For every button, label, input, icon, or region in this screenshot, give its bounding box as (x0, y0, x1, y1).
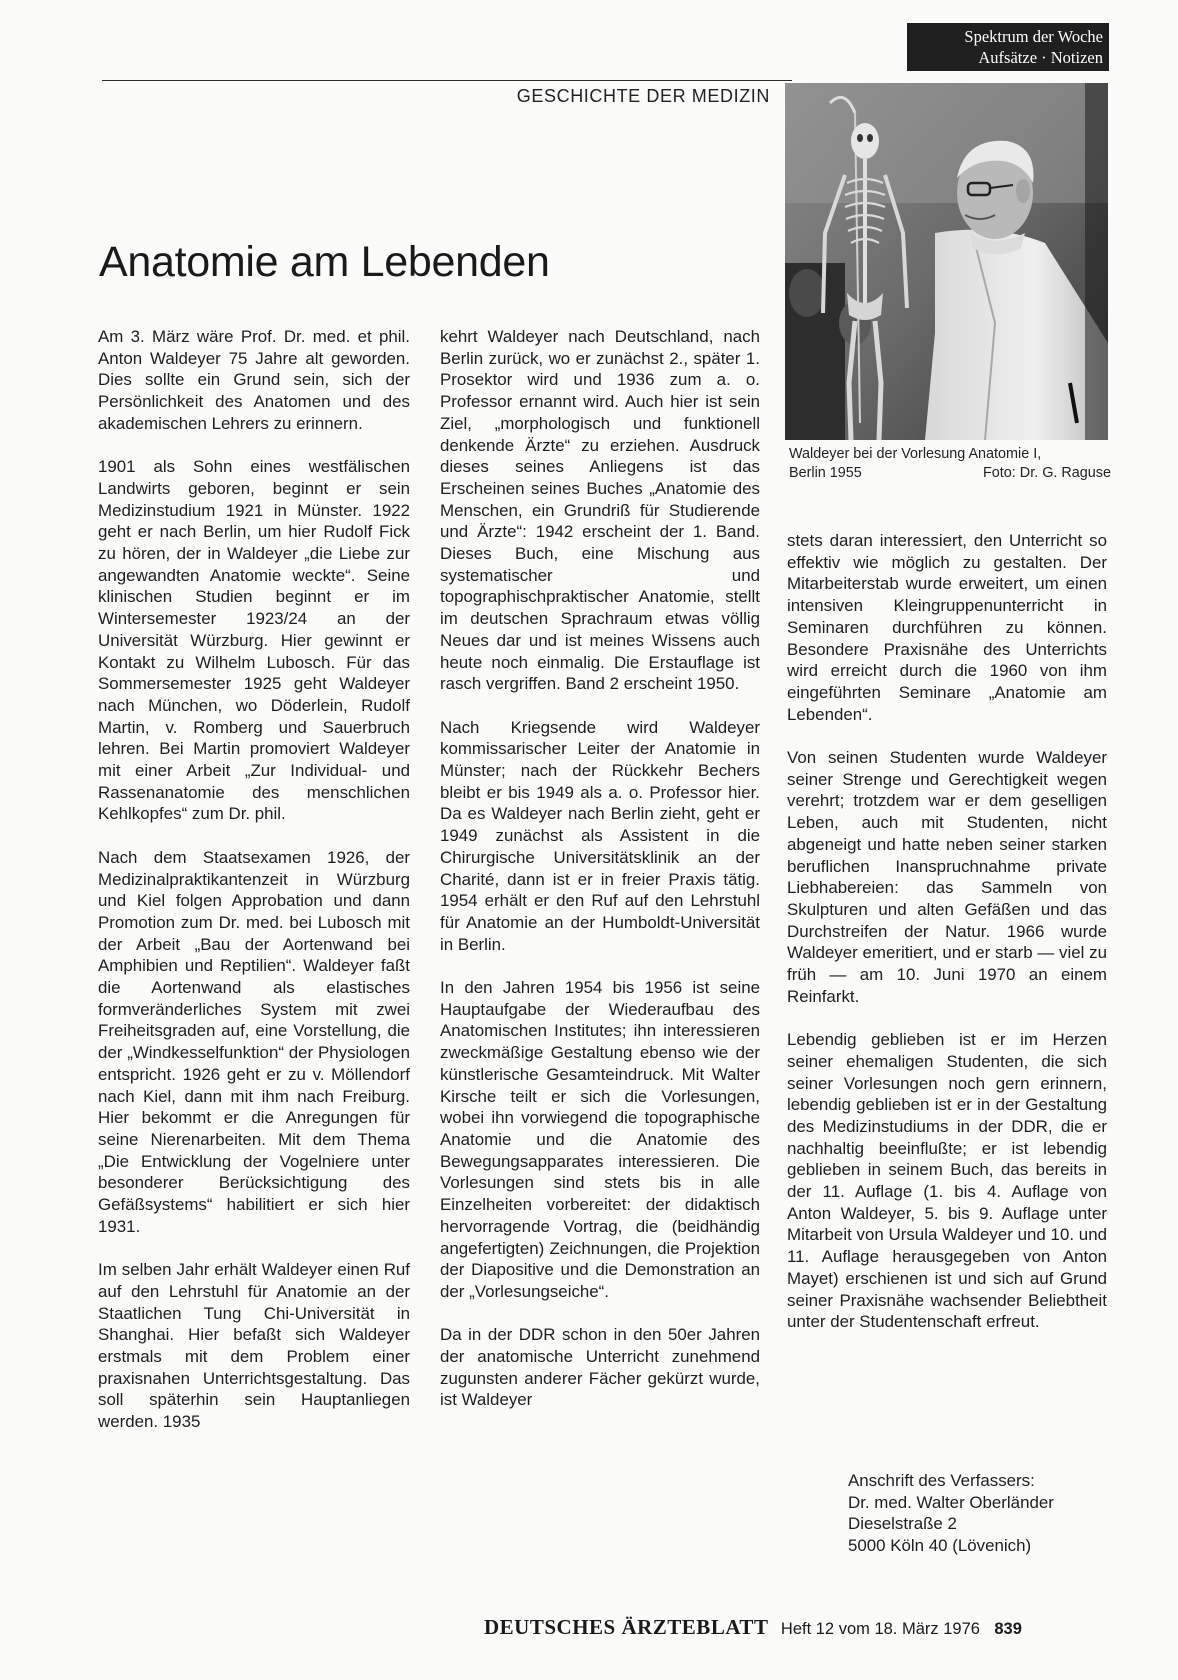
issue-info: Heft 12 vom 18. März 1976 (780, 1620, 980, 1638)
page-number: 839 (994, 1620, 1022, 1638)
paragraph: Von seinen Studenten wurde Waldeyer seiner Strenge und Gerechtigkeit wegen verehrt; trotzdem war er dem geselligen Leben, auch mit Studenten, nicht abgeneigt und hatte neben seiner starken beruflichen Inanspruchnahme private Liebhabereien: das Sammeln von Skulpturen und alten Gefäßen und das Durchstreifen der Natur. 1966 wurde Waldeyer emeritiert, und er starb — viel zu früh — am 10. Juni 1970 an einem Reinfarkt. (787, 748, 1107, 1006)
address-city: 5000 Köln 40 (Lövenich) (848, 1536, 1032, 1556)
column-3 (787, 530, 1107, 1333)
photo-caption (789, 445, 1111, 483)
caption-credit: Foto: Dr. G. Raguse (983, 465, 1111, 481)
caption-line-2 (789, 464, 1111, 483)
column-1 (98, 326, 410, 1433)
paragraph: Nach dem Staatsexamen 1926, der Medizinalpraktikantenzeit in Würzburg und Kiel folgen Approbation und dann Promotion zum Dr. med. bei Lubosch mit der Arbeit „Bau der Aortenwand bei Amphibien und Reptilien“. Waldeyer faßt die Aortenwand als elastisches formveränderliches System mit zwei Freiheitsgraden auf, eine Vorstellung, die der „Windkesselfunktion“ der Physiologen entspricht. 1926 geht er zu v. Möllendorf nach Kiel, dann mit ihm nach Freiburg. Hier bekommt er die Anregungen für seine Nierenarbeiten. Mit dem Thema „Die Entwicklung der Vogelniere unter besonderer Berücksichtigung des Gefäßsystems“ habilitiert er sich hier 1931. (98, 847, 410, 1236)
paragraph: 1901 als Sohn eines westfälischen Landwirts geboren, beginnt er sein Medizinstudium 1921 in Münster. 1922 geht er nach Berlin, um hier Rudolf Fick zu hören, der in Waldeyer „die Liebe zur angewandten Anatomie weckte“. Seine klinischen Studien beginnt er im Wintersemester 1923/24 an der Universität Würzburg. Hier gewinnt er Kontakt zu Wilhelm Lubosch. Für das Sommersemester 1925 geht Waldeyer nach München, wo Döderlein, Rudolf Martin, v. Romberg und Sauerbruch lehren. Bei Martin promoviert Waldeyer mit einer Arbeit „Zur Individual- und Rassenanatomie des menschlichen Kehlkopfes“ zum Dr. phil. (98, 457, 410, 824)
paragraph: stets daran interessiert, den Unterricht so effektiv wie möglich zu gestalten. Der Mitarbeiterstab wurde erweitert, um einen intensiven Kleingruppenunterricht in Seminaren durchführen zu können. Besondere Praxisnähe des Unterrichts wird erreicht durch die 1960 von ihm eingeführten Seminare „Anatomie am Lebenden“. (787, 531, 1107, 724)
header-rule (102, 80, 792, 81)
paragraph: Nach Kriegsende wird Waldeyer kommissarischer Leiter der Anatomie in Münster; nach der Rückkehr Bechers bleibt er bis 1949 als a. o. Professor hier. Da es Waldeyer nach Berlin zieht, geht er 1949 zunächst als Assistent in die Chirurgische Universitätsklinik an der Charité, dann ist er in freier Praxis tätig. 1954 erhält er den Ruf auf den Lehrstuhl für Anatomie an der Humboldt-Universität in Berlin. (440, 717, 760, 954)
paragraph: Am 3. März wäre Prof. Dr. med. et phil. Anton Waldeyer 75 Jahre alt geworden. Dies sollte ein Grund sein, sich der Persönlichkeit des Anatomen und des akademischen Lehrers zu erinnern. (98, 327, 410, 433)
paragraph: Im selben Jahr erhält Waldeyer einen Ruf auf den Lehrstuhl für Anatomie an der Staatlichen Tung Chi-Universität in Shanghai. Hier befaßt sich Waldeyer erstmals mit dem Problem einer praxisnahen Unterrichtsgestaltung. Das soll späterhin sein Hauptanliegen werden. 1935 (98, 1260, 410, 1432)
address-heading: Anschrift des Verfassers: (848, 1471, 1035, 1490)
address-street: Dieselstraße 2 (848, 1514, 957, 1534)
column-2 (440, 326, 760, 1411)
journal-name: DEUTSCHES ÄRZTEBLATT (484, 1615, 769, 1639)
section-label: GESCHICHTE DER MEDIZIN (516, 86, 770, 106)
page-footer (484, 1615, 1022, 1640)
paragraph: Da in der DDR schon in den 50er Jahren der anatomische Unterricht zunehmend zugunsten anderer Fächer gekürzt wurde, ist Waldeyer (440, 1325, 760, 1410)
address-name: Dr. med. Walter Oberländer (848, 1492, 1054, 1512)
caption-place: Berlin 1955 (789, 465, 862, 481)
badge-line-1: Spektrum der Woche (964, 27, 1103, 46)
article-title: Anatomie am Lebenden (99, 238, 550, 286)
section-badge (907, 23, 1109, 71)
badge-line-2: Aufsätze · Notizen (978, 48, 1103, 67)
lecture-photo (785, 83, 1108, 440)
paragraph: kehrt Waldeyer nach Deutschland, nach Berlin zurück, wo er zunächst 2., später 1. Prosektor wird und 1936 zum a. o. Professor ernannt wird. Auch hier ist sein Ziel, „morphologisch und funktionell denkende Ärzte“ zu erziehen. Ausdruck dieses seines Anliegens ist das Erscheinen seines Buches „Anatomie des Menschen, ein Grundriß für Studierende und Ärzte“: 1942 erscheint der 1. Band. Dieses Buch, eine Mischung aus systematischer und topographischpraktischer Anatomie, stellt im deutschen Sprachraum etwas völlig Neues dar und ist meines Wissens auch heute noch einmalig. Die Erstauflage ist rasch vergriffen. Band 2 erscheint 1950. (440, 327, 760, 694)
paragraph: In den Jahren 1954 bis 1956 ist seine Hauptaufgabe der Wiederaufbau des Anatomischen Institutes; ihn interessieren zweckmäßige Gestaltung ebenso wie der künstlerische Gesamteindruck. Mit Walter Kirsche teilt er sich die Vorlesungen, wobei ihn vorwiegend die topographische Anatomie und die Anatomie des Bewegungsapparates interessieren. Die Vorlesungen sind stets bis in alle Einzelheiten vorbereitet: der didaktisch hervorragende Vortrag, die (beidhändig angefertigten) Zeichnungen, die Projektion der Diapositive und die Demonstration an der „Vorlesungseiche“. (440, 978, 760, 1301)
author-address (848, 1470, 1108, 1557)
paragraph: Lebendig geblieben ist er im Herzen seiner ehemaligen Studenten, die sich seiner Vorlesungen noch gern erinnern, lebendig geblieben ist er in der Gestaltung des Medizinstudiums in der DDR, die er nachhaltig beeinflußte; er ist lebendig geblieben in seinem Buch, das bereits in der 11. Auflage (1. bis 4. Auflage von Anton Waldeyer, 5. bis 9. Auflage unter Mitarbeit von Ursula Waldeyer und 10. und 11. Auflage herausgegeben von Anton Mayet) erschienen ist und sich auf Grund seiner Praxisnähe wachsender Beliebtheit unter der Studentenschaft erfreut. (787, 1030, 1107, 1332)
caption-line-1: Waldeyer bei der Vorlesung Anatomie I, (789, 446, 1042, 462)
